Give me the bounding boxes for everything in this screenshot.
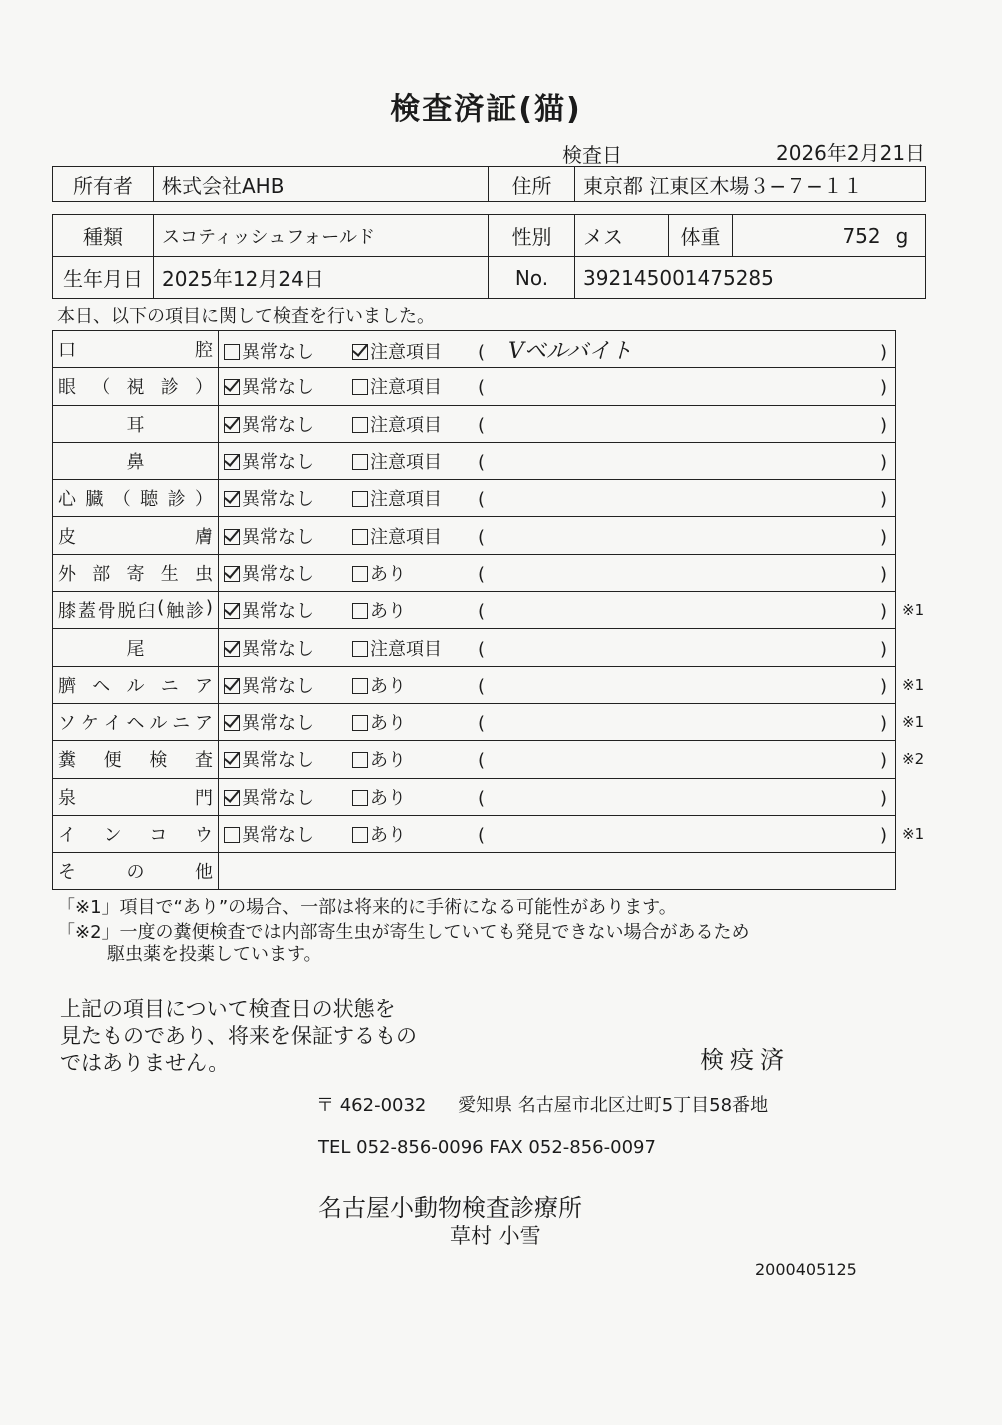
option-normal[interactable]: 異常なし: [224, 411, 352, 437]
exam-item-name: 口 腔: [53, 331, 219, 368]
checkbox-icon[interactable]: [224, 344, 240, 360]
owner-label: 所有者: [53, 167, 154, 202]
type-value: スコティッシュフォールド: [154, 215, 489, 257]
exam-item-result: [219, 666, 896, 703]
document-code: 2000405125: [755, 1260, 857, 1279]
footnote-mark: ※1: [902, 713, 925, 731]
exam-item-name-other: そ の 他: [53, 853, 219, 890]
birth-label: 生年月日: [53, 257, 154, 299]
paren-close: ): [880, 787, 888, 809]
checkbox-icon[interactable]: [352, 417, 368, 433]
exam-item-result: [219, 592, 896, 629]
weight-value: 752: [842, 223, 881, 248]
exam-item-name: ソ ケ イ ヘ ル ニ ア: [53, 703, 219, 740]
paren-close: ): [880, 750, 888, 772]
checkbox-icon[interactable]: [352, 752, 368, 768]
footnote-mark: ※2: [902, 750, 925, 769]
note-1: 「※1」項目で“あり”の場合、一部は将来的に手術になる可能性があります。: [57, 897, 677, 918]
exam-item-result: [219, 815, 896, 852]
sex-label: 性別: [489, 215, 575, 257]
intro-text: 本日、以下の項目に関して検査を行いました。: [57, 306, 435, 327]
paren-close: ): [880, 489, 888, 511]
option-finding[interactable]: 注意項目: [352, 373, 478, 399]
paren-open: (: [478, 414, 486, 436]
inspection-stamp: 検疫済: [700, 1046, 790, 1074]
checkbox-icon[interactable]: [352, 827, 368, 843]
exam-item-row: [53, 592, 896, 629]
checkbox-icon[interactable]: [224, 603, 240, 619]
clinic-tel-fax: TEL 052-856-0096 FAX 052-856-0097: [318, 1137, 656, 1158]
paren-close: ): [880, 713, 888, 735]
checkbox-icon[interactable]: [224, 454, 240, 470]
paren-open: (: [478, 526, 486, 548]
paren-open: (: [478, 825, 486, 846]
exam-item-result: [219, 778, 896, 815]
exam-item-name: イ ン コ ウ: [53, 815, 219, 852]
exam-item-row: [53, 442, 896, 479]
checkbox-icon[interactable]: [352, 678, 368, 694]
option-finding[interactable]: 注意項目: [352, 523, 478, 549]
option-finding[interactable]: あり: [352, 709, 478, 735]
checkbox-icon[interactable]: [224, 752, 240, 768]
exam-item-row: [53, 778, 896, 815]
exam-item-name: 鼻: [53, 442, 219, 479]
exam-item-name: 皮 膚: [53, 517, 219, 554]
exam-item-result: [219, 368, 896, 405]
paren-open: (: [478, 377, 486, 399]
weight-label: 体重: [669, 215, 733, 257]
option-normal[interactable]: 異常なし: [224, 746, 352, 772]
exam-item-row: [53, 741, 896, 778]
paren-close: ): [880, 825, 888, 846]
exam-item-name: 外 部 寄 生 虫: [53, 554, 219, 591]
exam-item-result: [219, 331, 896, 368]
paren-open: (: [478, 489, 486, 511]
exam-item-result: [219, 629, 896, 666]
checkbox-icon[interactable]: [352, 566, 368, 582]
option-normal[interactable]: 異常なし: [224, 672, 352, 698]
checkbox-icon[interactable]: [352, 715, 368, 731]
option-finding[interactable]: 注意項目: [352, 338, 478, 364]
paren-open: (: [478, 713, 486, 735]
footnote-mark: ※1: [902, 824, 925, 843]
exam-item-result: [219, 517, 896, 554]
option-normal[interactable]: 異常なし: [224, 821, 352, 847]
exam-item-result: [219, 741, 896, 778]
option-finding[interactable]: あり: [352, 597, 478, 623]
footnote-mark: ※1: [902, 601, 925, 620]
exam-date-value: 2026年2月21日: [776, 141, 926, 165]
clinic-address-line: [316, 1091, 768, 1117]
weight-cell: [733, 215, 926, 257]
checkbox-icon[interactable]: [224, 491, 240, 507]
option-finding[interactable]: 注意項目: [352, 485, 478, 511]
option-finding[interactable]: 注意項目: [352, 635, 478, 661]
no-label: No.: [489, 257, 575, 299]
option-finding[interactable]: あり: [352, 821, 478, 847]
exam-item-row: [53, 517, 896, 554]
exam-item-result: [219, 554, 896, 591]
checkbox-icon[interactable]: [352, 529, 368, 545]
exam-items-body: [53, 331, 896, 890]
no-value: 392145001475285: [575, 257, 926, 299]
checkbox-icon[interactable]: [224, 678, 240, 694]
paren-open: (: [478, 750, 486, 772]
address-label: 住所: [489, 167, 575, 202]
option-finding[interactable]: あり: [352, 672, 478, 698]
checkbox-icon[interactable]: [224, 715, 240, 731]
exam-item-name: 泉 門: [53, 778, 219, 815]
option-normal[interactable]: 異常なし: [224, 784, 352, 810]
paren-close: ): [880, 377, 888, 399]
checkbox-icon[interactable]: [352, 491, 368, 507]
exam-items-table: [52, 330, 896, 890]
vet-name: 草村 小雪: [450, 1224, 541, 1248]
paren-open: (: [478, 787, 486, 809]
weight-unit: g: [895, 223, 909, 248]
option-normal[interactable]: 異常なし: [224, 448, 352, 474]
option-normal[interactable]: 異常なし: [224, 373, 352, 399]
option-finding[interactable]: あり: [352, 746, 478, 772]
note-2: 「※2」一度の糞便検査では内部寄生虫が寄生していても発見できない場合があるため: [57, 922, 750, 943]
exam-item-row: [53, 629, 896, 666]
birth-value: 2025年12月24日: [154, 257, 489, 299]
exam-item-result: [219, 442, 896, 479]
other-notes-field[interactable]: [219, 853, 896, 890]
exam-item-name: 臍 ヘ ル ニ ア: [53, 666, 219, 703]
owner-table: [52, 166, 926, 202]
option-finding[interactable]: あり: [352, 784, 478, 810]
paren-close: ): [880, 563, 888, 585]
paren-open: (: [478, 638, 486, 660]
option-normal[interactable]: 異常なし: [224, 485, 352, 511]
clinic-name: 名古屋小動物検査診療所: [318, 1194, 582, 1222]
paren-close: ): [880, 526, 888, 548]
exam-item-name: 心 臓 （ 聴 診 ）: [53, 480, 219, 517]
owner-value: 株式会社AHB: [154, 167, 489, 202]
exam-item-row: [53, 815, 896, 852]
option-normal[interactable]: 異常なし: [224, 560, 352, 586]
checkbox-icon[interactable]: [352, 344, 368, 360]
option-normal[interactable]: 異常なし: [224, 338, 352, 364]
paren-close: ): [880, 341, 888, 363]
exam-item-row: [53, 480, 896, 517]
finding-note: Vベルバイト: [508, 338, 633, 364]
type-label: 種類: [53, 215, 154, 257]
exam-item-result: [219, 405, 896, 442]
checkbox-icon[interactable]: [224, 641, 240, 657]
exam-item-row: [53, 703, 896, 740]
clinic-zip: 〒 462-0032: [316, 1095, 427, 1116]
sex-value: メス: [575, 215, 669, 257]
paren-open: (: [478, 452, 486, 474]
option-finding[interactable]: あり: [352, 560, 478, 586]
checkbox-icon[interactable]: [224, 417, 240, 433]
checkbox-icon[interactable]: [352, 603, 368, 619]
disclaimer: 上記の項目について検査日の状態を 見たものであり、将来を保証するもの ではありません。: [60, 997, 417, 1075]
exam-item-name: 膝 蓋 骨 脱 臼 ( 触 診 ): [53, 592, 219, 629]
checkbox-icon[interactable]: [352, 379, 368, 395]
checkbox-icon[interactable]: [352, 790, 368, 806]
option-finding[interactable]: 注意項目: [352, 411, 478, 437]
checkbox-icon[interactable]: [224, 529, 240, 545]
checkbox-icon[interactable]: [224, 379, 240, 395]
exam-item-row: [53, 554, 896, 591]
checkbox-icon[interactable]: [224, 566, 240, 582]
address-value: 東京都 江東区木場３−７−１１: [575, 167, 926, 202]
exam-item-row: [53, 331, 896, 368]
option-normal[interactable]: 異常なし: [224, 597, 352, 623]
checkbox-icon[interactable]: [224, 790, 240, 806]
exam-item-result: [219, 480, 896, 517]
exam-item-row: [53, 368, 896, 405]
exam-item-row: [53, 405, 896, 442]
pet-table: [52, 214, 926, 299]
paren-open: (: [478, 601, 486, 623]
paren-open: (: [478, 563, 486, 585]
page-title: 検査済証(猫): [390, 92, 582, 127]
footnote-mark: ※1: [902, 675, 925, 694]
option-normal[interactable]: 異常なし: [224, 523, 352, 549]
option-normal[interactable]: 異常なし: [224, 709, 352, 735]
exam-item-row-other: [53, 853, 896, 890]
note-3: 駆虫薬を投薬しています。: [107, 944, 322, 965]
clinic-address: 愛知県 名古屋市北区辻町5丁目58番地: [458, 1095, 769, 1116]
exam-item-name: 耳: [53, 405, 219, 442]
paren-close: ): [880, 452, 888, 474]
checkbox-icon[interactable]: [352, 641, 368, 657]
exam-date-label: 検査日: [562, 143, 622, 167]
paren-close: ): [880, 414, 888, 436]
checkbox-icon[interactable]: [352, 454, 368, 470]
checkbox-icon[interactable]: [224, 827, 240, 843]
exam-item-result: [219, 703, 896, 740]
exam-item-name: 眼 （ 視 診 ）: [53, 368, 219, 405]
option-finding[interactable]: 注意項目: [352, 448, 478, 474]
exam-item-name: 糞 便 検 査: [53, 741, 219, 778]
paren-close: ): [880, 601, 888, 623]
exam-item-name: 尾: [53, 629, 219, 666]
exam-item-row: [53, 666, 896, 703]
paren-close: ): [880, 638, 888, 660]
option-normal[interactable]: 異常なし: [224, 635, 352, 661]
paren-open: (: [478, 341, 486, 363]
paren-close: ): [880, 675, 888, 697]
paren-open: (: [478, 675, 486, 697]
